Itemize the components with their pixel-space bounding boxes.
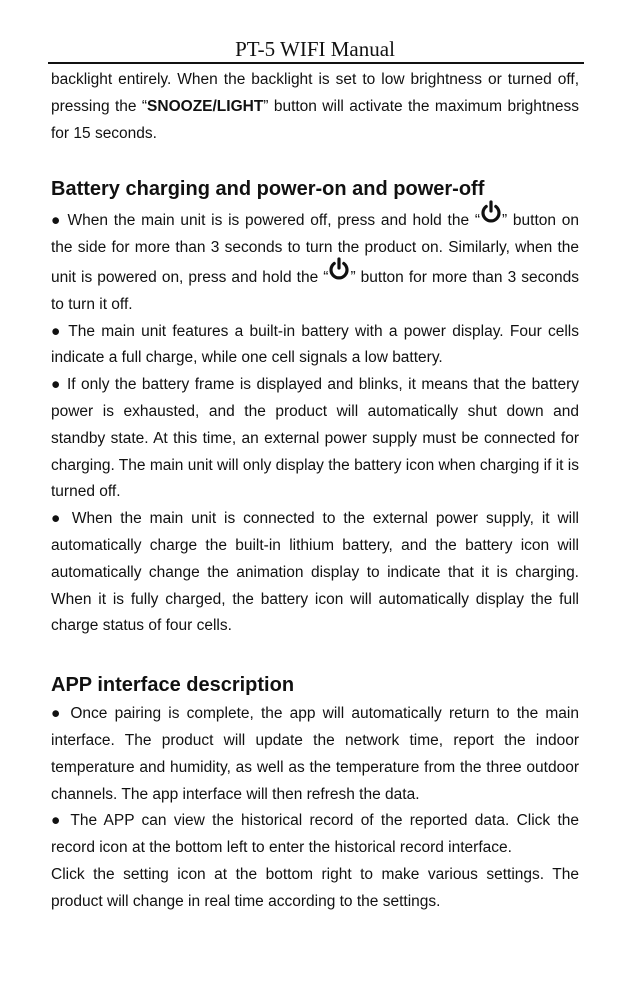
intro-text-before: backlight entirely. When the backlight is set to low brightness or turned off, pressing the “ xyxy=(51,71,579,115)
app-paragraph-settings: Click the setting icon at the bottom right to make various settings. The product will change in real time according to the settings. xyxy=(51,865,579,910)
battery-p1-part-c: ” button for more than 3 seconds to turn it off. xyxy=(51,268,579,313)
snooze-light-keyword: SNOOZE/LIGHT xyxy=(147,97,264,115)
battery-paragraph-display: ● The main unit features a built-in battery with a power display. Four cells indicate a full charge, while one cell signals a low battery. xyxy=(51,322,579,367)
power-icon xyxy=(328,262,350,284)
header-divider xyxy=(48,62,584,64)
intro-text-after: ” button will activate the maximum brightness for 15 seconds. xyxy=(51,97,579,142)
power-icon xyxy=(480,205,502,227)
app-paragraph-history: ● The APP can view the historical record of the reported data. Click the record icon at the bottom left to enter the historical record interface. xyxy=(51,812,579,857)
intro-paragraph xyxy=(51,67,579,147)
app-section-heading: APP interface description xyxy=(51,674,295,697)
battery-paragraph-charging: ● When the main unit is connected to the external power supply, it will automatically charge the built-in lithium battery, and the battery icon will automatically change the animation display to indicate that it is charging. When it is fully charged, the battery icon will automatically display the full charge status of four cells. xyxy=(51,510,579,635)
battery-paragraph-exhausted: ● If only the battery frame is displayed and blinks, it means that the battery power is exhausted, and the product will automatically shut down and standby state. At this time, an external power supply must be connected for charging. The main unit will only display the battery icon when charging if it is turned off. xyxy=(51,376,579,501)
battery-p1-part-b: ” button on the side for more than 3 seconds to turn the product on. Similarly, when the unit is powered on, press and hold the “ xyxy=(51,212,580,286)
page-header-title: PT-5 WIFI Manual xyxy=(235,37,395,61)
manual-body xyxy=(51,67,579,916)
battery-section-heading: Battery charging and power-on and power-off xyxy=(51,178,485,201)
app-paragraph-pairing: ● Once pairing is complete, the app will automatically return to the main interface. The product will update the network time, report the indoor temperature and humidity, as well as the temperature from the three outdoor channels. The app interface will then refresh the data. xyxy=(51,705,579,803)
battery-paragraph-power xyxy=(51,205,579,318)
battery-p1-part-a: ● When the main unit is is powered off, press and hold the “ xyxy=(51,212,481,230)
